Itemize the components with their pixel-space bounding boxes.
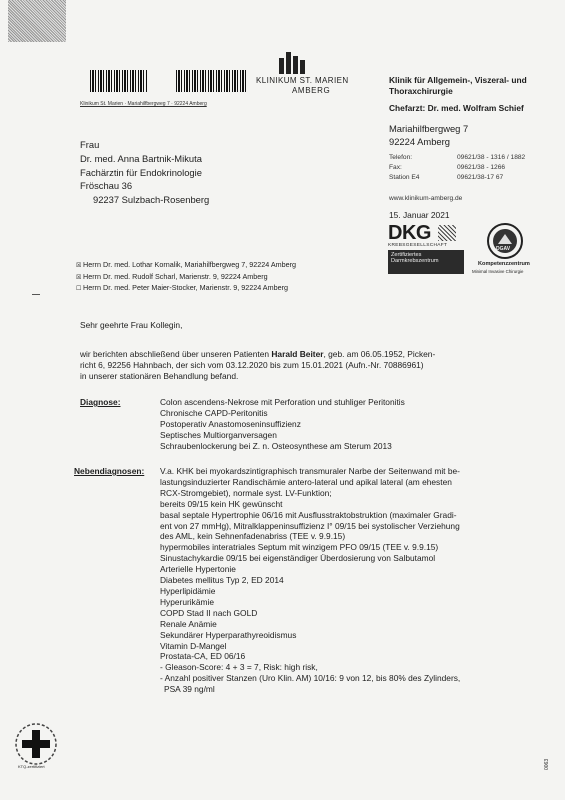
nebendiagnose-item: ent von 27 mmHg), Mitralklappeninsuffizienz I° 09/15 bei systolischer Verziehung bbox=[160, 520, 460, 531]
diagnose-label: Diagnose: bbox=[80, 397, 121, 407]
letter-date: 15. Januar 2021 bbox=[389, 210, 450, 220]
nebendiagnosen-label: Nebendiagnosen: bbox=[74, 466, 145, 476]
clinic-name-line1: KLINIKUM ST. MARIEN bbox=[256, 76, 349, 85]
recipient-title: Fachärztin für Endokrinologie bbox=[80, 166, 202, 178]
contact-row bbox=[389, 154, 539, 164]
nebendiagnose-item: Sekundärer Hyperparathyreoidismus bbox=[160, 629, 297, 640]
fold-mark bbox=[32, 294, 40, 295]
barcode-2 bbox=[176, 70, 248, 92]
nebendiagnose-item: lastungsinduzierter Randischämie antero-lateral und apikal lateral (am ehesten bbox=[160, 476, 452, 487]
nebendiagnose-item: Diabetes mellitus Typ 2, ED 2014 bbox=[160, 575, 284, 586]
contact-value: 09621/38 - 1316 / 1882 bbox=[457, 154, 526, 161]
dkg-certificate bbox=[388, 222, 468, 278]
barcode-1 bbox=[90, 70, 148, 92]
contact-row bbox=[389, 164, 539, 174]
nebendiagnose-item: - Gleason-Score: 4 + 3 = 7, Risk: high risk, bbox=[160, 662, 318, 673]
department-line1: Klinik für Allgemein-, Viszeral- und bbox=[389, 75, 527, 85]
cross-certificate-icon bbox=[14, 722, 58, 766]
seal-caption-line1: Kompetenzzentrum bbox=[478, 261, 530, 267]
contact-list bbox=[389, 154, 539, 184]
page-code: 0063 bbox=[544, 758, 550, 770]
cc-list bbox=[76, 260, 296, 295]
nebendiagnose-item: RCX-Stromgebiet), normale syst. LV-Funktion; bbox=[160, 487, 332, 498]
dkg-subtitle: KREBSGESELLSCHAFT bbox=[388, 243, 448, 248]
diagnose-item: Postoperativ Anastomoseninsuffizienz bbox=[160, 418, 301, 429]
recipient-address bbox=[80, 138, 209, 207]
nebendiagnose-item: bereits 09/15 kein HK gewünscht bbox=[160, 498, 283, 509]
dkg-badge bbox=[388, 250, 464, 274]
nebendiagnose-item: Prostata-CA, ED 06/16 bbox=[160, 651, 246, 662]
nebendiagnose-item: Renale Anämie bbox=[160, 618, 217, 629]
seal-caption-line2: Minimal Invasive Chirurgie bbox=[472, 269, 524, 274]
scan-noise-block bbox=[8, 0, 66, 42]
seal-icon bbox=[486, 222, 524, 260]
diagnose-item: Schraubenlockerung bei Z. n. Osteosynthese am Sterum 2013 bbox=[160, 440, 392, 451]
nebendiagnose-item: - Anzahl positiver Stanzen (Uro Klin. AM) 10/16: 9 von 12, bis 80% des Zylinders, bbox=[160, 673, 461, 684]
contact-row bbox=[389, 174, 539, 184]
nebendiagnose-item: V.a. KHK bei myokardszintigraphisch transmuraler Narbe der Seitenwand mit be- bbox=[160, 466, 460, 476]
contact-label: Fax: bbox=[389, 164, 402, 171]
dkg-badge-line1: Zertifiziertes bbox=[391, 252, 422, 258]
greeting: Sehr geehrte Frau Kollegin, bbox=[80, 320, 183, 330]
recipient-name: Dr. med. Anna Bartnik-Mikuta bbox=[80, 152, 202, 164]
dkg-logo-text: DKG bbox=[388, 222, 431, 244]
intro-paragraph bbox=[80, 349, 435, 382]
department-street: Mariahilfbergweg 7 bbox=[389, 123, 469, 134]
nebendiagnose-item: Hyperlipidämie bbox=[160, 585, 216, 596]
recipient-salutation: Frau bbox=[80, 139, 100, 150]
nebendiagnose-item: des AML, kein Sehnenfadenabriss (TEE v. 9.9.15) bbox=[160, 531, 346, 542]
nebendiagnose-item: Sinustachykardie 09/15 bei eigenständiger Überdosierung von Salbutamol bbox=[160, 553, 436, 564]
nebendiagnose-item: Vitamin D-Mangel bbox=[160, 640, 227, 651]
diagnose-item: Septisches Multiorganversagen bbox=[160, 429, 277, 440]
sender-line: Klinikum St. Marien · Mariahilfbergweg 7 · 92224 Amberg bbox=[80, 101, 207, 107]
dkg-icon bbox=[438, 225, 456, 241]
department-line2: Thoraxchirurgie bbox=[389, 86, 453, 96]
contact-value: 09621/38 - 1266 bbox=[457, 164, 506, 171]
nebendiagnose-item: PSA 39 ng/ml bbox=[164, 684, 215, 695]
nebendiagnose-item: basal septale Hypertrophie 06/16 mit Ausflusstraktobstruktion (maximaler Gradi- bbox=[160, 509, 457, 520]
cc-mark: ☒ bbox=[76, 274, 84, 281]
nebendiagnosen-list bbox=[160, 466, 460, 695]
dgav-seal bbox=[470, 222, 540, 278]
ktq-certificate-mark bbox=[14, 722, 58, 772]
cc-item: ☐ Herrn Dr. med. Peter Maier-Stocker, Marienstr. 9, 92224 Amberg bbox=[76, 283, 288, 293]
diagnose-item: Chronische CAPD-Peritonitis bbox=[160, 407, 268, 418]
clinic-logo-icon bbox=[279, 52, 305, 74]
intro-line3: in unserer stationären Behandlung befand. bbox=[80, 371, 239, 381]
intro-line1: wir berichten abschließend über unseren Patienten Harald Beiter, geb. am 06.05.1952, Picken- bbox=[80, 349, 436, 359]
nebendiagnose-item: hypermobiles interatriales Septum mit winzigem PFO 09/15 (TEE v. 9.9.15) bbox=[160, 542, 439, 553]
patient-name: Harald Beiter bbox=[271, 349, 324, 359]
diagnose-item: Colon ascendens-Nekrose mit Perforation und stuhliger Peritonitis bbox=[160, 397, 405, 407]
recipient-street: Fröschau 36 bbox=[80, 180, 133, 192]
department-city: 92224 Amberg bbox=[389, 136, 450, 147]
cc-mark: ☒ bbox=[76, 263, 84, 269]
seal-text: DGAV bbox=[496, 246, 511, 252]
dkg-badge-line2: Darmkrebszentrum bbox=[391, 258, 439, 264]
clinic-name-line2: AMBERG bbox=[292, 86, 331, 95]
intro-line2: richt 6, 92256 Hahnbach, der sich vom 03.12.2020 bis zum 15.01.2021 (Aufn.-Nr. 70886961) bbox=[80, 360, 424, 370]
nebendiagnose-item: Arterielle Hypertonie bbox=[160, 564, 236, 575]
recipient-city: 92237 Sulzbach-Rosenberg bbox=[93, 194, 210, 206]
contact-label: Station E4 bbox=[389, 174, 420, 181]
cert-caption: KTQ-zertifiziert bbox=[18, 764, 45, 769]
diagnose-list bbox=[160, 397, 405, 452]
cc-mark: ☐ bbox=[76, 286, 84, 293]
nebendiagnose-item: Hyperurikämie bbox=[160, 596, 214, 607]
nebendiagnose-item: COPD Stad II nach GOLD bbox=[160, 607, 258, 618]
contact-value: 09621/38-17 67 bbox=[457, 174, 504, 181]
website: www.klinikum-amberg.de bbox=[389, 195, 463, 202]
contact-label: Telefon: bbox=[389, 154, 413, 161]
cc-item: ☒ Herrn Dr. med. Rudolf Scharl, Marienstr. 9, 92224 Amberg bbox=[76, 271, 268, 281]
chief-physician: Chefarzt: Dr. med. Wolfram Schief bbox=[389, 103, 524, 113]
cc-item: ☒ Herrn Dr. med. Lothar Kornalik, Mariahilfbergweg 7, 92224 Amberg bbox=[76, 260, 296, 269]
